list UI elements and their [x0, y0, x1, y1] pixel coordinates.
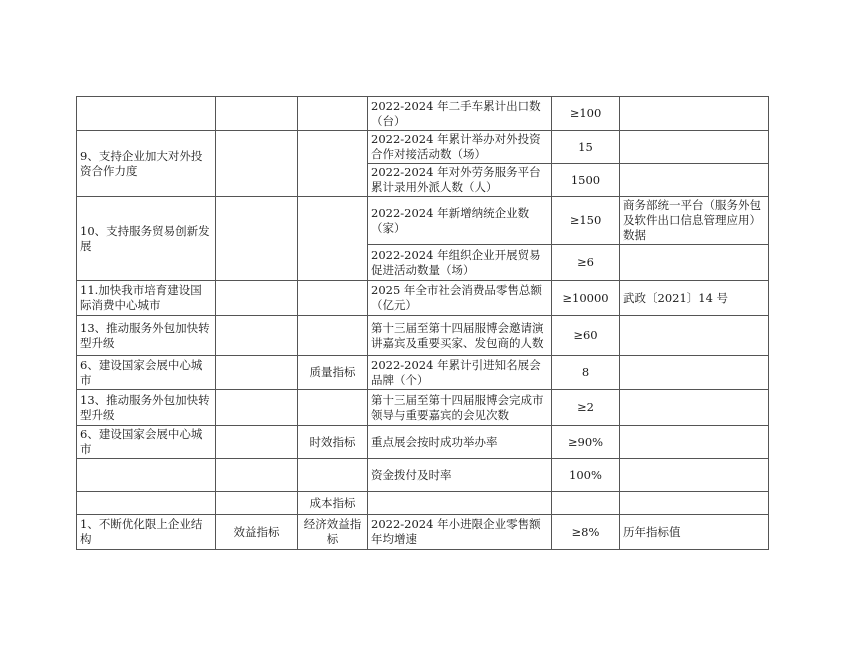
source-cell — [620, 426, 769, 459]
task-cell: 11.加快我市培育建设国际消费中心城市 — [77, 281, 216, 316]
source-cell — [620, 390, 769, 426]
source-cell — [620, 459, 769, 492]
target-value-cell: ≥100 — [552, 97, 620, 131]
source-cell — [620, 164, 769, 197]
indicator-content-cell: 第十三届至第十四届服博会完成市领导与重要嘉宾的会见次数 — [368, 390, 552, 426]
target-value-cell: 100% — [552, 459, 620, 492]
table-row — [77, 316, 769, 356]
source-cell — [620, 131, 769, 164]
task-cell — [77, 459, 216, 492]
task-cell: 9、支持企业加大对外投资合作力度 — [77, 131, 216, 197]
target-value-cell: ≥60 — [552, 316, 620, 356]
task-cell — [77, 492, 216, 515]
target-value-cell — [552, 492, 620, 515]
indicator-content-cell: 第十三届至第十四届服博会邀请演讲嘉宾及重要买家、发包商的人数 — [368, 316, 552, 356]
task-cell: 10、支持服务贸易创新发展 — [77, 197, 216, 281]
target-value-cell: 8 — [552, 356, 620, 390]
level2-indicator-cell: 时效指标 — [298, 426, 368, 459]
level1-indicator-cell — [216, 97, 298, 131]
level2-indicator-cell — [298, 390, 368, 426]
target-value-cell: ≥150 — [552, 197, 620, 245]
source-cell — [620, 245, 769, 281]
level1-indicator-cell — [216, 131, 298, 197]
task-cell: 6、建设国家会展中心城市 — [77, 426, 216, 459]
indicator-content-cell: 2022-2024 年新增纳统企业数（家） — [368, 197, 552, 245]
table-row — [77, 390, 769, 426]
level1-indicator-cell — [216, 492, 298, 515]
level2-indicator-cell — [298, 281, 368, 316]
task-cell: 13、推动服务外包加快转型升级 — [77, 316, 216, 356]
indicator-content-cell — [368, 492, 552, 515]
indicator-content-cell: 重点展会按时成功举办率 — [368, 426, 552, 459]
table-row — [77, 515, 769, 550]
level1-indicator-cell — [216, 356, 298, 390]
source-cell — [620, 316, 769, 356]
indicator-content-cell: 2025 年全市社会消费品零售总额（亿元） — [368, 281, 552, 316]
level1-indicator-cell — [216, 316, 298, 356]
target-value-cell: 15 — [552, 131, 620, 164]
level2-indicator-cell: 质量指标 — [298, 356, 368, 390]
indicator-content-cell: 2022-2024 年组织企业开展贸易促进活动数量（场） — [368, 245, 552, 281]
table-row — [77, 426, 769, 459]
table-row — [77, 131, 769, 164]
level1-indicator-cell — [216, 426, 298, 459]
source-cell: 商务部统一平台（服务外包及软件出口信息管理应用）数据 — [620, 197, 769, 245]
table-row — [77, 459, 769, 492]
source-cell — [620, 97, 769, 131]
level1-indicator-cell — [216, 197, 298, 281]
table-row — [77, 197, 769, 245]
level1-indicator-cell: 效益指标 — [216, 515, 298, 550]
target-value-cell: ≥90% — [552, 426, 620, 459]
level1-indicator-cell — [216, 459, 298, 492]
level2-indicator-cell — [298, 197, 368, 281]
level2-indicator-cell: 经济效益指标 — [298, 515, 368, 550]
source-cell — [620, 356, 769, 390]
indicator-content-cell: 2022-2024 年对外劳务服务平台累计录用外派人数（人） — [368, 164, 552, 197]
level1-indicator-cell — [216, 390, 298, 426]
table-row — [77, 492, 769, 515]
target-value-cell: ≥10000 — [552, 281, 620, 316]
target-value-cell: ≥2 — [552, 390, 620, 426]
task-cell — [77, 97, 216, 131]
table-row — [77, 281, 769, 316]
level2-indicator-cell — [298, 97, 368, 131]
level2-indicator-cell: 成本指标 — [298, 492, 368, 515]
target-value-cell: ≥8% — [552, 515, 620, 550]
target-value-cell: ≥6 — [552, 245, 620, 281]
indicator-content-cell: 资金拨付及时率 — [368, 459, 552, 492]
task-cell: 6、建设国家会展中心城市 — [77, 356, 216, 390]
indicator-content-cell: 2022-2024 年小进限企业零售额年均增速 — [368, 515, 552, 550]
target-value-cell: 1500 — [552, 164, 620, 197]
task-cell: 13、推动服务外包加快转型升级 — [77, 390, 216, 426]
level1-indicator-cell — [216, 281, 298, 316]
indicator-content-cell: 2022-2024 年累计引进知名展会品牌（个） — [368, 356, 552, 390]
source-cell: 武政〔2021〕14 号 — [620, 281, 769, 316]
source-cell — [620, 492, 769, 515]
table-row — [77, 97, 769, 131]
level2-indicator-cell — [298, 316, 368, 356]
indicator-table — [76, 96, 769, 550]
source-cell: 历年指标值 — [620, 515, 769, 550]
indicator-content-cell: 2022-2024 年累计举办对外投资合作对接活动数（场） — [368, 131, 552, 164]
indicator-content-cell: 2022-2024 年二手车累计出口数（台） — [368, 97, 552, 131]
level2-indicator-cell — [298, 131, 368, 197]
task-cell: 1、不断优化限上企业结构 — [77, 515, 216, 550]
table-row — [77, 356, 769, 390]
level2-indicator-cell — [298, 459, 368, 492]
